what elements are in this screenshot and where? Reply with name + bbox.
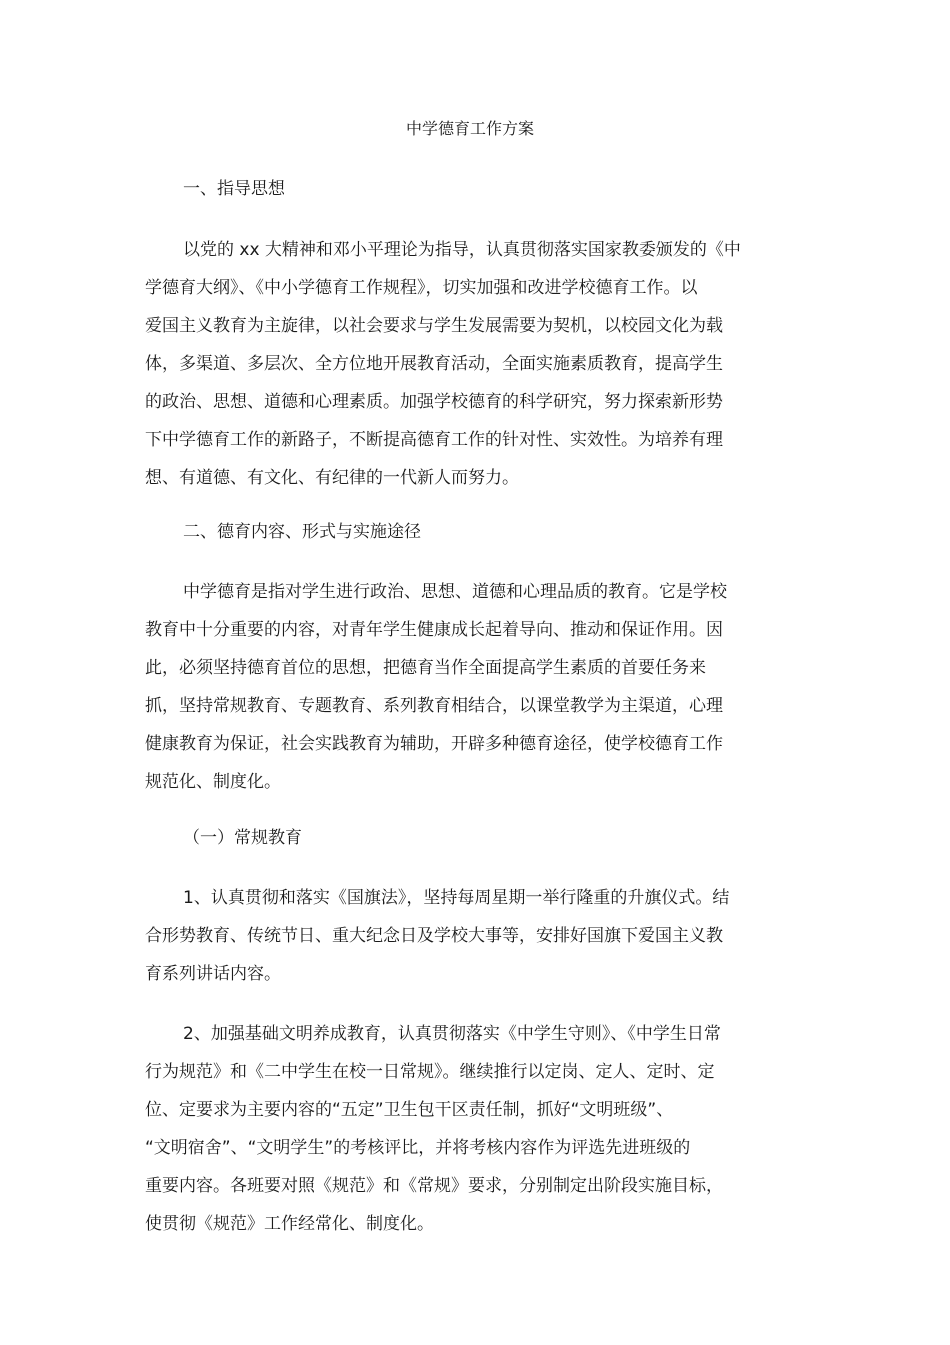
paragraph-line: 下中学德育工作的新路子，不断提高德育工作的针对性、实效性。为培养有理 bbox=[145, 430, 723, 450]
paragraph-content-forms bbox=[145, 573, 775, 801]
paragraph-line: 育系列讲话内容。 bbox=[145, 964, 281, 984]
paragraph-line: 体，多渠道、多层次、全方位地开展教育活动，全面实施素质教育，提高学生 bbox=[145, 354, 723, 374]
paragraph-item-2 bbox=[145, 1015, 775, 1243]
document-title: 中学德育工作方案 bbox=[405, 119, 534, 138]
paragraph-line: 2、加强基础文明养成教育，认真贯彻落实《中学生守则》、《中学生日常 bbox=[183, 1024, 721, 1044]
paragraph-line: 此，必须坚持德育首位的思想，把德育当作全面提高学生素质的首要任务来 bbox=[145, 658, 706, 678]
paragraph-line: “文明宿舍”、“文明学生”的考核评比，并将考核内容作为评选先进班级的 bbox=[145, 1138, 691, 1158]
section-heading-guiding-ideology: 一、指导思想 bbox=[183, 179, 285, 199]
paragraph-item-1 bbox=[145, 879, 775, 993]
paragraph-line: 教育中十分重要的内容，对青年学生健康成长起着导向、推动和保证作用。因 bbox=[145, 620, 723, 640]
paragraph-line: 位、定要求为主要内容的“五定”卫生包干区责任制，抓好“文明班级”、 bbox=[145, 1100, 674, 1120]
paragraph-line: 健康教育为保证，社会实践教育为辅助，开辟多种德育途径，使学校德育工作 bbox=[145, 734, 723, 754]
section-heading-content-forms: 二、德育内容、形式与实施途径 bbox=[183, 522, 421, 542]
paragraph-line: 1、认真贯彻和落实《国旗法》，坚持每周星期一举行隆重的升旗仪式。结 bbox=[183, 888, 730, 908]
paragraph-line: 重要内容。各班要对照《规范》和《常规》要求，分别制定出阶段实施目标， bbox=[145, 1176, 723, 1196]
paragraph-line: 爱国主义教育为主旋律，以社会要求与学生发展需要为契机，以校园文化为载 bbox=[145, 316, 723, 336]
paragraph-line: 学德育大纲》、《中小学德育工作规程》，切实加强和改进学校德育工作。以 bbox=[145, 278, 698, 298]
paragraph-line: 规范化、制度化。 bbox=[145, 772, 281, 792]
paragraph-line: 以党的 xx 大精神和邓小平理论为指导，认真贯彻落实国家教委颁发的《中 bbox=[183, 240, 741, 260]
paragraph-line: 使贯彻《规范》工作经常化、制度化。 bbox=[145, 1214, 434, 1234]
paragraph-line: 的政治、思想、道德和心理素质。加强学校德育的科学研究，努力探索新形势 bbox=[145, 392, 723, 412]
paragraph-line: 中学德育是指对学生进行政治、思想、道德和心理品质的教育。它是学校 bbox=[183, 582, 727, 602]
subsection-heading-routine-education: （一）常规教育 bbox=[183, 828, 302, 848]
paragraph-line: 想、有道德、有文化、有纪律的一代新人而努力。 bbox=[145, 468, 519, 488]
paragraph-line: 行为规范》和《二中学生在校一日常规》。继续推行以定岗、定人、定时、定 bbox=[145, 1062, 715, 1082]
paragraph-line: 合形势教育、传统节日、重大纪念日及学校大事等，安排好国旗下爱国主义教 bbox=[145, 926, 723, 946]
paragraph-guiding-ideology bbox=[145, 231, 775, 497]
paragraph-line: 抓，坚持常规教育、专题教育、系列教育相结合，以课堂教学为主渠道，心理 bbox=[145, 696, 723, 716]
